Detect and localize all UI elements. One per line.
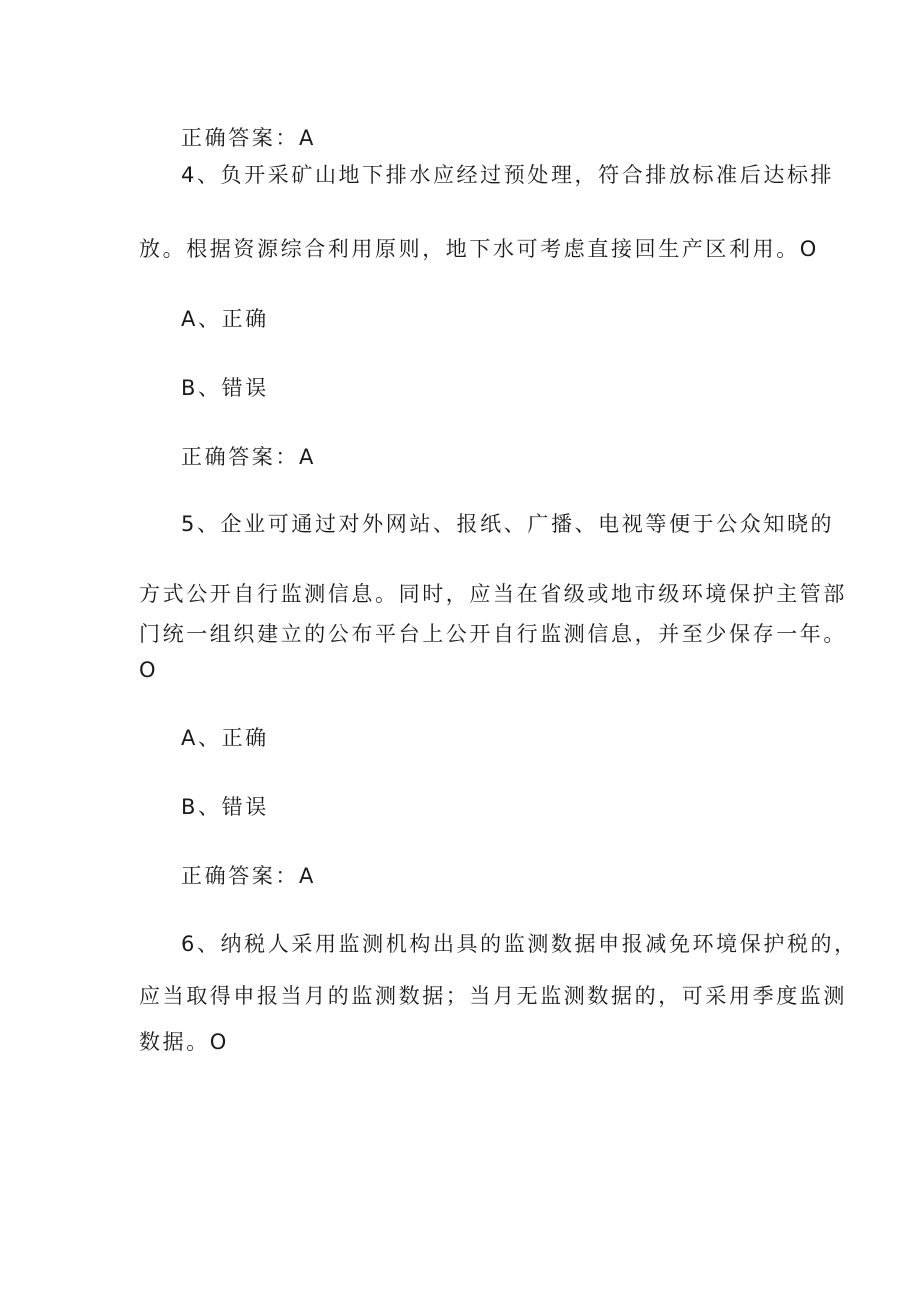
question-4-line-2: 放。根据资源综合利用原则，地下水可考虑直接回生产区利用。O (139, 237, 819, 261)
question-5-line-4: O (139, 658, 159, 682)
question-6-line-3: 数据。O (139, 1030, 229, 1054)
question-5-option-a: A、正确 (181, 726, 269, 750)
question-4-option-b: B、错误 (181, 376, 269, 400)
question-4-option-a: A、正确 (181, 307, 269, 331)
question-6-line-2: 应当取得申报当月的监测数据；当月无监测数据的，可采用季度监测 (139, 984, 847, 1008)
question-5-option-b: B、错误 (181, 795, 269, 819)
question-4-answer: 正确答案：A (181, 445, 316, 469)
answer-line: 正确答案：A (181, 126, 316, 150)
question-5-answer: 正确答案：A (181, 864, 316, 888)
question-5-line-2: 方式公开自行监测信息。同时，应当在省级或地市级环境保护主管部 (139, 582, 847, 606)
question-5-line-1: 5、企业可通过对外网站、报纸、广播、电视等便于公众知晓的 (181, 512, 835, 536)
question-5-line-3: 门统一组织建立的公布平台上公开自行监测信息，并至少保存一年。 (139, 622, 847, 646)
question-6-line-1: 6、纳税人采用监测机构出具的监测数据申报减免环境保护税的， (181, 932, 858, 956)
question-4-line-1: 4、负开采矿山地下排水应经过预处理，符合排放标准后达标排 (181, 163, 835, 187)
